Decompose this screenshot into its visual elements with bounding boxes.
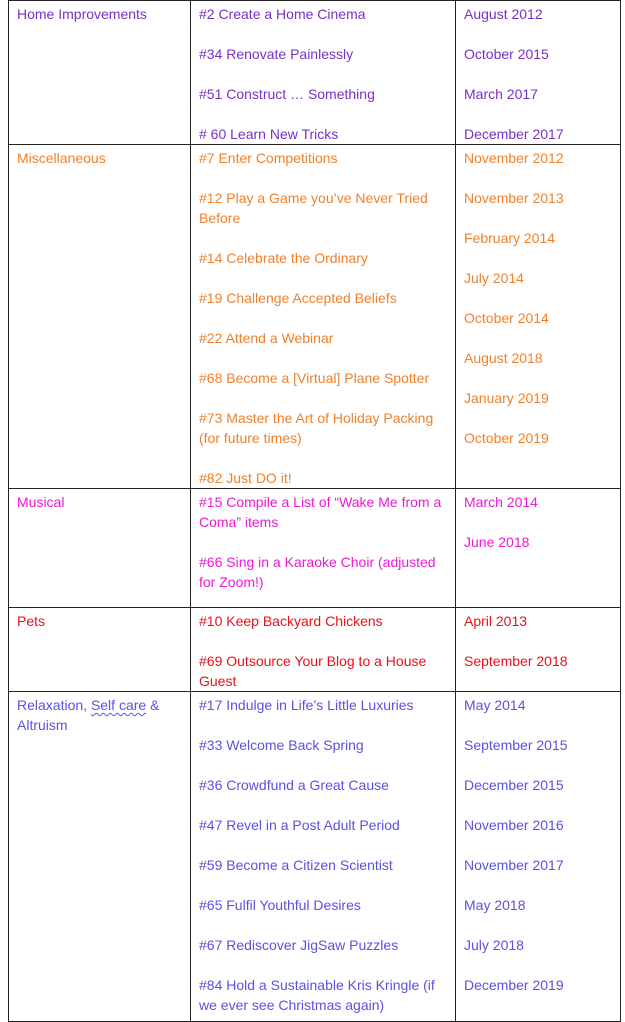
challenge-date: September 2015 bbox=[464, 737, 568, 753]
challenge-title: #17 Indulge in Life’s Little Luxuries bbox=[199, 697, 414, 713]
challenge-title: #22 Attend a Webinar bbox=[199, 330, 334, 346]
challenge-date: August 2018 bbox=[464, 350, 543, 366]
category-label bbox=[17, 695, 182, 735]
challenge-title: #73 Master the Art of Holiday Packing (for future times) bbox=[199, 410, 434, 446]
challenge-date: August 2012 bbox=[464, 6, 543, 22]
challenge-date: December 2015 bbox=[464, 777, 564, 793]
challenge-title: #19 Challenge Accepted Beliefs bbox=[199, 290, 397, 306]
category-cell bbox=[9, 608, 191, 692]
challenge-date: November 2016 bbox=[464, 817, 564, 833]
dates-cell bbox=[456, 1, 621, 145]
titles-cell bbox=[191, 692, 456, 1022]
section-row-miscellaneous bbox=[9, 145, 621, 489]
challenge-date: October 2014 bbox=[464, 310, 549, 326]
table-body bbox=[9, 1, 621, 1022]
category-label: Miscellaneous bbox=[17, 150, 106, 166]
challenge-date: March 2014 bbox=[464, 494, 538, 510]
challenge-title: #34 Renovate Painlessly bbox=[199, 46, 354, 62]
challenge-date: October 2019 bbox=[464, 430, 549, 446]
challenge-date: November 2012 bbox=[464, 150, 564, 166]
challenge-title: #2 Create a Home Cinema bbox=[199, 6, 366, 22]
challenge-title: #7 Enter Competitions bbox=[199, 150, 338, 166]
titles-cell bbox=[191, 1, 456, 145]
titles-cell bbox=[191, 489, 456, 608]
challenge-title: #84 Hold a Sustainable Kris Kringle (if we ever see Christmas again) bbox=[199, 977, 435, 1013]
challenge-title: # 60 Learn New Tricks bbox=[199, 126, 339, 142]
dates-cell bbox=[456, 489, 621, 608]
dates-cell bbox=[456, 145, 621, 489]
challenge-date: July 2018 bbox=[464, 937, 524, 953]
challenge-date: November 2013 bbox=[464, 190, 564, 206]
challenge-title: #14 Celebrate the Ordinary bbox=[199, 250, 368, 266]
dates-cell bbox=[456, 608, 621, 692]
challenge-date: April 2013 bbox=[464, 613, 528, 629]
challenges-table bbox=[8, 0, 621, 1022]
section-row-musical bbox=[9, 489, 621, 608]
category-label-part: Relaxation, bbox=[17, 697, 91, 713]
challenge-date: December 2019 bbox=[464, 977, 564, 993]
challenge-title: #68 Become a [Virtual] Plane Spotter bbox=[199, 370, 430, 386]
category-label: Pets bbox=[17, 613, 46, 629]
category-cell bbox=[9, 145, 191, 489]
challenge-date: September 2018 bbox=[464, 653, 568, 669]
challenge-title: #10 Keep Backyard Chickens bbox=[199, 613, 383, 629]
challenge-date: March 2017 bbox=[464, 86, 538, 102]
challenge-date: January 2019 bbox=[464, 390, 549, 406]
challenge-date: July 2014 bbox=[464, 270, 524, 286]
challenge-title: #47 Revel in a Post Adult Period bbox=[199, 817, 400, 833]
dates-cell bbox=[456, 692, 621, 1022]
challenge-date: December 2017 bbox=[464, 126, 564, 142]
challenge-title: #67 Rediscover JigSaw Puzzles bbox=[199, 937, 399, 953]
section-row-relaxation bbox=[9, 692, 621, 1022]
titles-cell bbox=[191, 145, 456, 489]
category-cell bbox=[9, 692, 191, 1022]
challenge-title: #69 Outsource Your Blog to a House Guest bbox=[199, 653, 427, 689]
challenge-date: November 2017 bbox=[464, 857, 564, 873]
challenge-title: #66 Sing in a Karaoke Choir (adjusted for Zoom!) bbox=[199, 554, 436, 590]
category-cell bbox=[9, 489, 191, 608]
challenge-title: #15 Compile a List of “Wake Me from a Coma” items bbox=[199, 494, 442, 530]
spellcheck-underlined-word: Self care bbox=[90, 697, 147, 713]
section-row-home-improvements bbox=[9, 1, 621, 145]
challenge-date: October 2015 bbox=[464, 46, 549, 62]
challenge-title: #36 Crowdfund a Great Cause bbox=[199, 777, 389, 793]
challenge-title: #12 Play a Game you’ve Never Tried Before bbox=[199, 190, 428, 226]
challenge-date: February 2014 bbox=[464, 230, 556, 246]
challenge-title: #51 Construct … Something bbox=[199, 86, 375, 102]
challenge-date: May 2018 bbox=[464, 897, 526, 913]
challenge-title: #33 Welcome Back Spring bbox=[199, 737, 364, 753]
category-label: Musical bbox=[17, 494, 65, 510]
section-row-pets bbox=[9, 608, 621, 692]
titles-cell bbox=[191, 608, 456, 692]
category-label: Home Improvements bbox=[17, 6, 147, 22]
challenge-date: June 2018 bbox=[464, 534, 530, 550]
category-label-part: & Altruism bbox=[17, 697, 160, 733]
challenge-title: #65 Fulfil Youthful Desires bbox=[199, 897, 361, 913]
category-cell bbox=[9, 1, 191, 145]
challenge-title: #82 Just DO it! bbox=[199, 470, 292, 486]
challenge-title: #59 Become a Citizen Scientist bbox=[199, 857, 393, 873]
challenge-date: May 2014 bbox=[464, 697, 526, 713]
